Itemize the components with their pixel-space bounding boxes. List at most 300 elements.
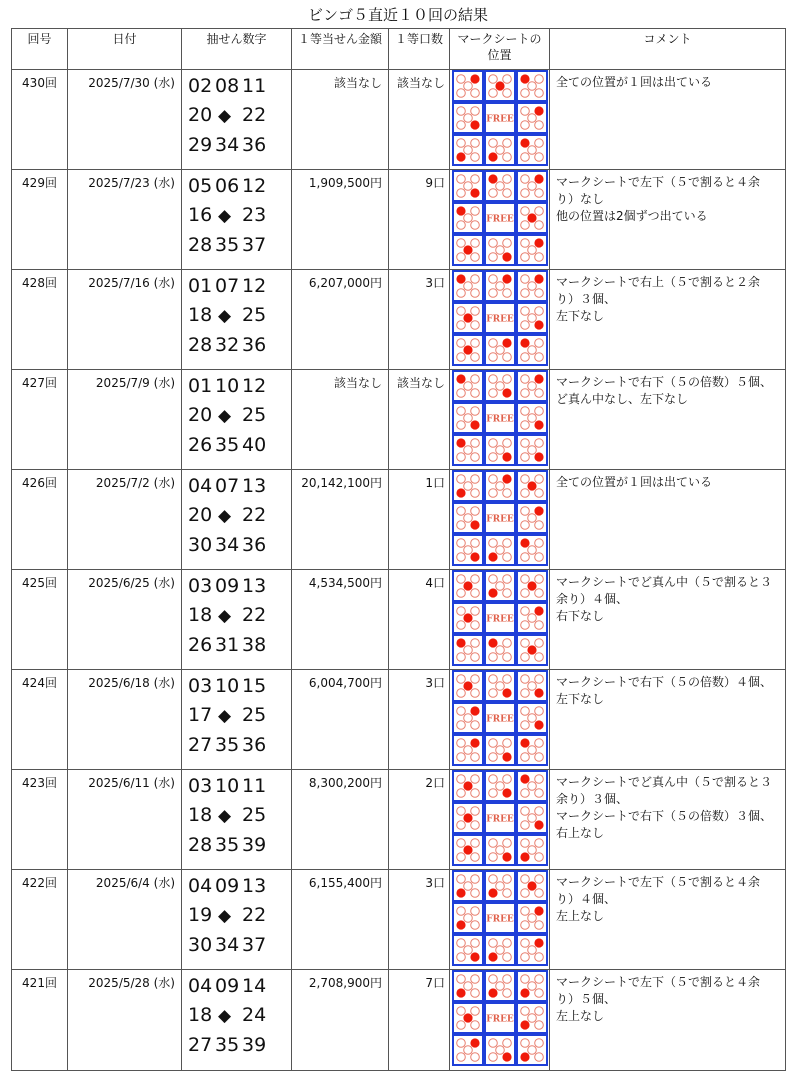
marksheet-cell-box: [453, 671, 483, 701]
prize-cell: 6,155,400円: [292, 870, 389, 970]
comment-line: マークシートで左下（５で割ると４余: [556, 175, 761, 189]
drawn-number: 35: [215, 434, 240, 456]
comment-line: マークシートで右下（５の倍数）５個、: [556, 375, 773, 389]
comment-line: マークシートで右下（５の倍数）３個、: [556, 809, 773, 823]
marksheet-cell-box: [517, 1035, 547, 1065]
drawn-number: 37: [242, 934, 267, 956]
marked-position-dot: [502, 852, 511, 861]
drawn-number: 34: [215, 934, 240, 956]
number-line: [188, 601, 291, 631]
marked-position-dot: [470, 120, 479, 129]
marksheet-cell-box: [453, 571, 483, 601]
marked-position-dot: [470, 952, 479, 961]
drawn-number: 04: [188, 875, 213, 897]
marksheet-grid: [452, 670, 548, 766]
drawn-number: 14: [242, 975, 267, 997]
free-cell: [485, 503, 515, 533]
marked-position-dot: [463, 581, 472, 590]
comment-line: 余り）４個、: [556, 592, 629, 606]
free-diamond: ◆: [218, 906, 232, 926]
comment-line: 左上なし: [556, 909, 605, 923]
drawn-number: 22: [242, 504, 267, 526]
comment-line: マークシートで右下（５の倍数）４個、: [556, 675, 773, 689]
marksheet-cell-box: [517, 1003, 547, 1033]
marked-position-dot: [502, 338, 511, 347]
winner-count-cell: 2口: [389, 770, 450, 870]
free-diamond: ◆: [218, 206, 232, 226]
number-line: [188, 501, 291, 531]
marked-position-dot: [456, 438, 465, 447]
number-line: [188, 931, 291, 960]
marked-position-dot: [495, 81, 504, 90]
marksheet-cell-box: [517, 835, 547, 865]
comment-line: り）３個、: [556, 292, 617, 306]
marksheet-cell-box: [517, 435, 547, 465]
prize-cell: 該当なし: [292, 370, 389, 470]
marksheet-cell-box: [485, 735, 515, 765]
marked-position-dot: [502, 388, 511, 397]
comment-line: マークシートでど真ん中（５で割ると３: [556, 575, 773, 589]
drawn-number: 05: [188, 175, 213, 197]
drawn-number: 03: [188, 675, 213, 697]
number-line: [188, 872, 291, 901]
drawn-number: 07: [215, 475, 240, 497]
number-line: [188, 431, 291, 460]
marksheet-cell-box: [517, 635, 547, 665]
comment-line: ど真ん中なし、左下なし: [556, 392, 689, 406]
drawn-number: 27: [188, 734, 213, 756]
winner-count-cell: 3口: [389, 870, 450, 970]
marksheet-grid: [452, 570, 548, 666]
comment-cell: [550, 770, 786, 870]
marked-position-dot: [527, 881, 536, 890]
page-title: ビンゴ５直近１０回の結果: [307, 6, 488, 24]
marksheet-cell-box: [485, 135, 515, 165]
marked-position-dot: [527, 645, 536, 654]
marksheet-cell-box: [517, 671, 547, 701]
number-line: [188, 172, 291, 201]
marked-position-dot: [456, 206, 465, 215]
comment-line: り）５個、: [556, 992, 617, 1006]
round-cell: 425回: [12, 570, 68, 670]
marked-position-dot: [520, 852, 529, 861]
number-line: [188, 831, 291, 860]
drawn-number: 35: [215, 234, 240, 256]
numbers-cell: [182, 770, 292, 870]
drawn-number: 15: [242, 675, 267, 697]
number-line: [188, 472, 291, 501]
drawn-number: 18: [188, 1004, 213, 1026]
comment-line: 余り）３個、: [556, 792, 629, 806]
number-line: [188, 972, 291, 1001]
drawn-number: 23: [242, 204, 267, 226]
comment-line: マークシートで左下（５で割ると４余: [556, 975, 761, 989]
free-diamond: ◆: [218, 706, 232, 726]
marked-position-dot: [534, 274, 543, 283]
marksheet-grid: [452, 770, 548, 866]
drawn-number: 36: [242, 534, 267, 556]
comment-cell: [550, 670, 786, 770]
marksheet-cell-box: [453, 871, 483, 901]
number-line: [188, 1001, 291, 1031]
numbers-cell: [182, 970, 292, 1071]
prize-cell: 1,909,500円: [292, 170, 389, 270]
winner-count-cell: 3口: [389, 670, 450, 770]
marksheet-cell-box: [517, 335, 547, 365]
marksheet-cell-box: [517, 703, 547, 733]
number-line: [188, 901, 291, 931]
free-label: FREE: [485, 214, 514, 225]
marked-position-dot: [488, 988, 497, 997]
drawn-number: 13: [242, 575, 267, 597]
header-row: [12, 29, 786, 70]
result-row: [12, 970, 786, 1071]
header-date: 日付: [68, 29, 182, 70]
comment-line: マークシートでど真ん中（５で割ると３: [556, 775, 773, 789]
winner-count-cell: 1口: [389, 470, 450, 570]
marksheet-cell: [450, 370, 550, 470]
result-row: [12, 470, 786, 570]
marksheet-cell-box: [485, 535, 515, 565]
round-cell: 423回: [12, 770, 68, 870]
drawn-number: 34: [215, 134, 240, 156]
marked-position-dot: [520, 1052, 529, 1061]
free-label: FREE: [485, 1014, 514, 1025]
marked-position-dot: [534, 906, 543, 915]
marked-position-dot: [463, 813, 472, 822]
numbers-cell: [182, 670, 292, 770]
marksheet-cell-box: [453, 503, 483, 533]
marksheet-cell-box: [517, 535, 547, 565]
free-diamond: ◆: [218, 506, 232, 526]
comment-line: 左下なし: [556, 692, 605, 706]
marked-position-dot: [520, 538, 529, 547]
drawn-number: 10: [215, 375, 240, 397]
drawn-number: 32: [215, 334, 240, 356]
marked-position-dot: [534, 938, 543, 947]
drawn-number: 36: [242, 334, 267, 356]
drawn-number: 22: [242, 104, 267, 126]
marked-position-dot: [488, 638, 497, 647]
drawn-number: 35: [215, 1034, 240, 1056]
prize-cell: 6,004,700円: [292, 670, 389, 770]
result-row: [12, 570, 786, 670]
marked-position-dot: [488, 588, 497, 597]
marksheet-cell-box: [453, 371, 483, 401]
drawn-number: 18: [188, 604, 213, 626]
winner-count-cell: 3口: [389, 270, 450, 370]
number-line: [188, 131, 291, 160]
marked-position-dot: [463, 1013, 472, 1022]
marksheet-cell-box: [453, 1035, 483, 1065]
winner-count-cell: 9口: [389, 170, 450, 270]
drawn-number: 11: [242, 775, 267, 797]
marked-position-dot: [463, 781, 472, 790]
result-row: [12, 70, 786, 170]
number-line: [188, 372, 291, 401]
round-cell: 427回: [12, 370, 68, 470]
comment-line: り）なし: [556, 192, 605, 206]
result-row: [12, 870, 786, 970]
marksheet-cell-box: [485, 835, 515, 865]
marked-position-dot: [456, 152, 465, 161]
winner-count-cell: 7口: [389, 970, 450, 1071]
number-line: [188, 72, 291, 101]
marksheet-cell-box: [485, 271, 515, 301]
drawn-number: 12: [242, 275, 267, 297]
number-line: [188, 631, 291, 660]
marked-position-dot: [520, 74, 529, 83]
drawn-number: 12: [242, 375, 267, 397]
marksheet-cell-box: [517, 135, 547, 165]
comment-line: マークシートで左下（５で割ると４余: [556, 875, 761, 889]
marked-position-dot: [534, 506, 543, 515]
marksheet-cell-box: [485, 871, 515, 901]
prize-cell: 20,142,100円: [292, 470, 389, 570]
marksheet-cell-box: [517, 471, 547, 501]
drawn-number: 13: [242, 875, 267, 897]
free-cell: [485, 603, 515, 633]
marksheet-cell-box: [517, 303, 547, 333]
winner-count-cell: 該当なし: [389, 70, 450, 170]
free-label: FREE: [485, 814, 514, 825]
number-line: [188, 331, 291, 360]
marksheet-cell-box: [453, 1003, 483, 1033]
free-label: FREE: [485, 414, 514, 425]
marked-position-dot: [470, 188, 479, 197]
drawn-number: 25: [242, 804, 267, 826]
comment-cell: [550, 270, 786, 370]
marked-position-dot: [463, 313, 472, 322]
comment-line: 全ての位置が１回は出ている: [556, 75, 713, 89]
drawn-number: 38: [242, 634, 267, 656]
free-cell: [485, 203, 515, 233]
marksheet-cell-box: [485, 71, 515, 101]
marksheet-cell-box: [453, 403, 483, 433]
marksheet-cell-box: [485, 435, 515, 465]
marksheet-cell-box: [453, 235, 483, 265]
marked-position-dot: [520, 338, 529, 347]
free-diamond: ◆: [218, 106, 232, 126]
marksheet-grid: [452, 270, 548, 366]
date-cell: 2025/7/16 (水): [68, 270, 182, 370]
marksheet-cell-box: [453, 735, 483, 765]
header-comment: コメント: [550, 29, 786, 70]
marked-position-dot: [463, 845, 472, 854]
free-label: FREE: [485, 614, 514, 625]
number-line: [188, 572, 291, 601]
marked-position-dot: [463, 613, 472, 622]
drawn-number: 25: [242, 404, 267, 426]
marksheet-cell-box: [517, 971, 547, 1001]
date-cell: 2025/5/28 (水): [68, 970, 182, 1071]
marked-position-dot: [534, 720, 543, 729]
marksheet-cell-box: [453, 103, 483, 133]
marked-position-dot: [470, 74, 479, 83]
date-cell: 2025/7/23 (水): [68, 170, 182, 270]
marked-position-dot: [470, 1038, 479, 1047]
marked-position-dot: [488, 552, 497, 561]
round-cell: 430回: [12, 70, 68, 170]
date-cell: 2025/6/18 (水): [68, 670, 182, 770]
drawn-number: 25: [242, 304, 267, 326]
comment-cell: [550, 970, 786, 1071]
drawn-number: 02: [188, 75, 213, 97]
marksheet-cell-box: [485, 571, 515, 601]
result-row: [12, 670, 786, 770]
marked-position-dot: [520, 1020, 529, 1029]
drawn-number: 10: [215, 775, 240, 797]
marksheet-cell-box: [485, 671, 515, 701]
round-cell: 426回: [12, 470, 68, 570]
marksheet-cell: [450, 270, 550, 370]
marksheet-cell-box: [517, 71, 547, 101]
marked-position-dot: [534, 320, 543, 329]
marksheet-cell-box: [453, 703, 483, 733]
drawn-number: 16: [188, 204, 213, 226]
number-line: [188, 772, 291, 801]
number-line: [188, 101, 291, 131]
comment-line: 右下なし: [556, 609, 605, 623]
free-diamond: ◆: [218, 1006, 232, 1026]
marksheet-cell-box: [517, 503, 547, 533]
marksheet-grid: [452, 470, 548, 566]
marksheet-cell: [450, 70, 550, 170]
drawn-number: 26: [188, 634, 213, 656]
marksheet-cell-box: [485, 971, 515, 1001]
number-line: [188, 272, 291, 301]
marked-position-dot: [502, 452, 511, 461]
comment-line: 右上なし: [556, 826, 605, 840]
marksheet-grid: [452, 870, 548, 966]
date-cell: 2025/7/2 (水): [68, 470, 182, 570]
marked-position-dot: [456, 374, 465, 383]
marked-position-dot: [470, 520, 479, 529]
result-row: [12, 770, 786, 870]
prize-cell: 2,708,900円: [292, 970, 389, 1071]
marked-position-dot: [488, 174, 497, 183]
marksheet-cell-box: [453, 935, 483, 965]
drawn-number: 20: [188, 104, 213, 126]
marked-position-dot: [488, 888, 497, 897]
free-diamond: ◆: [218, 306, 232, 326]
drawn-number: 18: [188, 304, 213, 326]
marked-position-dot: [502, 474, 511, 483]
number-line: [188, 701, 291, 731]
drawn-number: 36: [242, 134, 267, 156]
results-table: [11, 28, 786, 1071]
marksheet-cell-box: [517, 871, 547, 901]
marksheet-cell-box: [485, 635, 515, 665]
marksheet-cell-box: [453, 271, 483, 301]
header-sheet-line1: マークシートの: [457, 32, 542, 46]
free-label: FREE: [485, 114, 514, 125]
result-row: [12, 370, 786, 470]
drawn-number: 19: [188, 904, 213, 926]
free-cell: [485, 1003, 515, 1033]
marksheet-cell-box: [517, 603, 547, 633]
marksheet-cell: [450, 670, 550, 770]
marksheet-cell-box: [485, 335, 515, 365]
number-line: [188, 201, 291, 231]
drawn-number: 01: [188, 275, 213, 297]
free-cell: [485, 303, 515, 333]
numbers-cell: [182, 70, 292, 170]
drawn-number: 09: [215, 875, 240, 897]
date-cell: 2025/7/9 (水): [68, 370, 182, 470]
comment-line: り）４個、: [556, 892, 617, 906]
marksheet-cell-box: [453, 203, 483, 233]
marksheet-grid: [452, 370, 548, 466]
marksheet-cell-box: [453, 535, 483, 565]
marksheet-cell-box: [453, 771, 483, 801]
drawn-number: 09: [215, 975, 240, 997]
marked-position-dot: [534, 820, 543, 829]
marked-position-dot: [534, 420, 543, 429]
marksheet-cell-box: [453, 603, 483, 633]
marked-position-dot: [520, 774, 529, 783]
drawn-number: 22: [242, 604, 267, 626]
marksheet-cell-box: [517, 271, 547, 301]
drawn-number: 28: [188, 334, 213, 356]
drawn-number: 01: [188, 375, 213, 397]
marksheet-cell-box: [517, 235, 547, 265]
marksheet-cell-box: [517, 803, 547, 833]
free-cell: [485, 103, 515, 133]
free-cell: [485, 703, 515, 733]
marked-position-dot: [527, 213, 536, 222]
drawn-number: 04: [188, 475, 213, 497]
marksheet-cell-box: [485, 935, 515, 965]
drawn-number: 20: [188, 404, 213, 426]
marked-position-dot: [456, 638, 465, 647]
marksheet-grid: [452, 970, 548, 1066]
marked-position-dot: [463, 245, 472, 254]
marksheet-cell: [450, 170, 550, 270]
free-label: FREE: [485, 314, 514, 325]
drawn-number: 40: [242, 434, 267, 456]
drawn-number: 03: [188, 575, 213, 597]
drawn-number: 35: [215, 834, 240, 856]
comment-line: 全ての位置が１回は出ている: [556, 475, 713, 489]
drawn-number: 36: [242, 734, 267, 756]
drawn-number: 30: [188, 934, 213, 956]
prize-cell: 8,300,200円: [292, 770, 389, 870]
drawn-number: 34: [215, 534, 240, 556]
marksheet-cell: [450, 570, 550, 670]
marked-position-dot: [463, 681, 472, 690]
drawn-number: 25: [242, 704, 267, 726]
marked-position-dot: [488, 952, 497, 961]
drawn-number: 39: [242, 1034, 267, 1056]
marksheet-cell-box: [517, 935, 547, 965]
header-prize: １等当せん金額: [292, 29, 389, 70]
marked-position-dot: [520, 138, 529, 147]
marked-position-dot: [534, 374, 543, 383]
comment-line: 左下なし: [556, 309, 605, 323]
marksheet-cell: [450, 870, 550, 970]
marked-position-dot: [456, 274, 465, 283]
marked-position-dot: [520, 988, 529, 997]
marksheet-cell-box: [453, 435, 483, 465]
number-line: [188, 731, 291, 760]
drawn-number: 10: [215, 675, 240, 697]
numbers-cell: [182, 270, 292, 370]
drawn-number: 09: [215, 575, 240, 597]
marksheet-cell: [450, 970, 550, 1071]
comment-cell: [550, 870, 786, 970]
number-line: [188, 231, 291, 260]
